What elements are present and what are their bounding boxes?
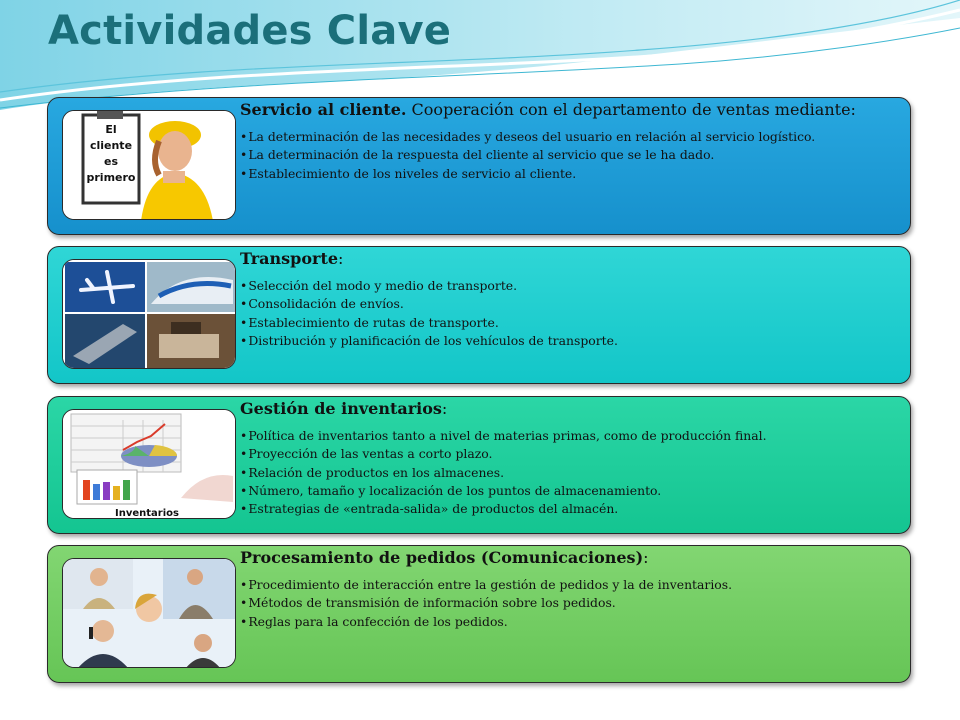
list-item: • Establecimiento de rutas de transporte.: [240, 314, 898, 332]
svg-text:El: El: [105, 123, 117, 136]
bullet-list: [240, 427, 898, 518]
card-heading: Transporte:: [240, 249, 344, 268]
list-item: • Reglas para la confección de los pedidos.: [240, 613, 898, 631]
card-transporte: [47, 246, 911, 384]
list-item: • La determinación de las necesidades y deseos del usuario en relación al servicio logístico.: [240, 128, 898, 146]
list-item: • Procedimiento de interacción entre la gestión de pedidos y la de inventarios.: [240, 576, 898, 594]
customer-service-image: [62, 110, 236, 220]
card-text: [240, 249, 898, 350]
transport-collage-image: [62, 259, 236, 369]
svg-text:es: es: [103, 155, 119, 168]
card-text: [240, 399, 898, 518]
svg-text:Inventarios: Inventarios: [115, 508, 179, 519]
list-item: • Número, tamaño y localización de los puntos de almacenamiento.: [240, 482, 898, 500]
list-item: • Establecimiento de los niveles de servicio al cliente.: [240, 165, 898, 183]
card-pedidos: [47, 545, 911, 683]
svg-text:primero: primero: [86, 171, 136, 184]
card-heading: Procesamiento de pedidos (Comunicaciones):: [240, 548, 649, 567]
inventory-charts-image: [62, 409, 236, 519]
list-item: • Métodos de transmisión de información sobre los pedidos.: [240, 594, 898, 612]
list-item: • Consolidación de envíos.: [240, 295, 898, 313]
bullet-list: [240, 277, 898, 350]
svg-text:cliente: cliente: [89, 139, 133, 152]
card-text: [240, 100, 898, 183]
communications-collage-image: [62, 558, 236, 668]
list-item: • La determinación de la respuesta del cliente al servicio que se le ha dado.: [240, 146, 898, 164]
card-inventarios: [47, 396, 911, 534]
card-text: [240, 548, 898, 631]
bullet-list: [240, 576, 898, 631]
list-item: • Relación de productos en los almacenes.: [240, 464, 898, 482]
list-item: • Política de inventarios tanto a nivel de materias primas, como de producción final.: [240, 427, 898, 445]
list-item: • Proyección de las ventas a corto plazo.: [240, 445, 898, 463]
card-servicio-cliente: [47, 97, 911, 235]
list-item: • Selección del modo y medio de transporte.: [240, 277, 898, 295]
bullet-list: [240, 128, 898, 183]
list-item: • Estrategias de «entrada-salida» de productos del almacén.: [240, 500, 898, 518]
card-heading: Servicio al cliente. Cooperación con el departamento de ventas mediante:: [240, 100, 856, 119]
card-heading: Gestión de inventarios:: [240, 399, 448, 418]
list-item: • Distribución y planificación de los vehículos de transporte.: [240, 332, 898, 350]
page-title: Actividades Clave: [48, 8, 452, 54]
